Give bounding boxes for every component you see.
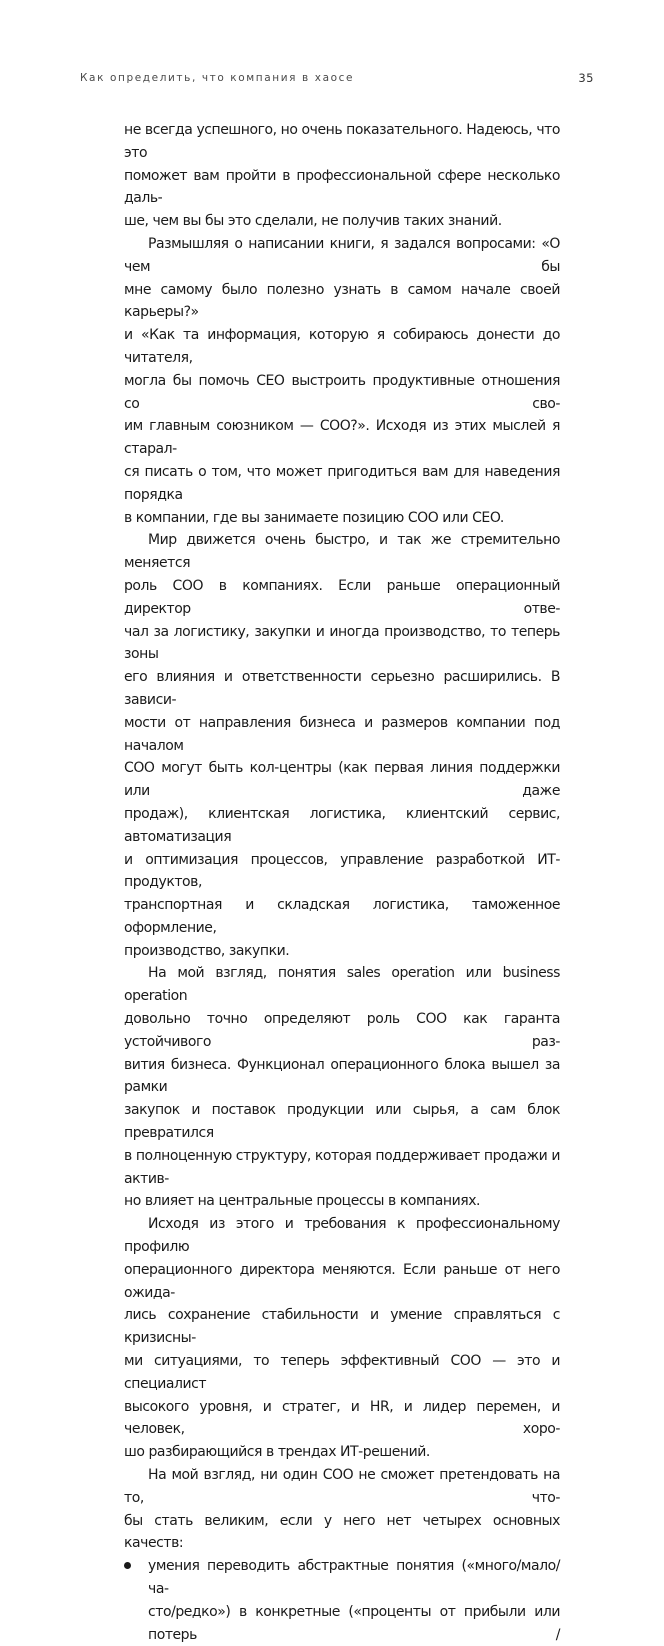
body-line: продаж), клиентская логистика, клиентский сервис, автоматизация: [124, 805, 560, 845]
body-line: бы стать великим, если у него нет четырех основных качеств:: [124, 1512, 560, 1552]
bullet-icon: [124, 1562, 131, 1569]
body-line: вития бизнеса. Функционал операционного блока вышел за рамки: [124, 1056, 560, 1096]
list-item-line: сто/редко») в конкретные («проценты от прибыли или потерь /: [148, 1603, 560, 1643]
list-item: [124, 1555, 560, 1646]
body-line: довольно точно определяют роль COO как гаранта устойчивого раз-: [124, 1011, 560, 1050]
body-line: его влияния и ответственности серьезно расширились. В зависи-: [124, 669, 560, 708]
body-line: операционного директора меняются. Если раньше от него ожида-: [124, 1261, 560, 1301]
body-line: транспортная и складская логистика, таможенное оформление,: [124, 897, 560, 936]
running-title: Как определить, что компания в хаосе: [80, 72, 355, 84]
body-line: На мой взгляд, понятия sales operation или business operation: [124, 965, 560, 1005]
body-line: Размышляя о написании книги, я задался вопросами: «О чем бы: [124, 235, 560, 275]
body-line: шо разбирающийся в трендах ИТ-решений.: [124, 1444, 430, 1461]
body-line: в полноценную структуру, которая поддерживает продажи и актив-: [124, 1147, 560, 1187]
body-line: производство, закупки.: [124, 942, 290, 959]
body-line: Исходя из этого и требования к профессиональному профилю: [124, 1216, 560, 1256]
body-line: ми ситуациями, то теперь эффективный COO — это и специалист: [124, 1353, 560, 1392]
body-line: ше, чем вы бы это сделали, не получив таких знаний.: [124, 213, 502, 230]
body-line: Мир движется очень быстро, и так же стремительно меняется: [124, 532, 560, 572]
body-line: и «Как та информация, которую я собираюсь донести до читателя,: [124, 327, 560, 366]
body-line: На мой взгляд, ни один COO не сможет претендовать на то, что-: [124, 1467, 560, 1506]
page-number: 35: [578, 71, 594, 85]
body-line: и оптимизация процессов, управление разработкой ИТ-продуктов,: [124, 851, 560, 891]
body-line: но влияет на центральные процессы в компаниях.: [124, 1193, 481, 1210]
list-item-line: умения переводить абстрактные понятия («много/мало/ча-: [148, 1558, 560, 1597]
body-line: чал за логистику, закупки и иногда производство, то теперь зоны: [124, 623, 560, 663]
body-line: роль COO в компаниях. Если раньше операционный директор отве-: [124, 577, 560, 617]
body-line: в компании, где вы занимаете позицию COO или CEO.: [124, 509, 504, 526]
body-line: ся писать о том, что может пригодиться вам для наведения порядка: [124, 463, 560, 503]
body-line: поможет вам пройти в профессиональной сфере несколько даль-: [124, 167, 560, 207]
body-line: могла бы помочь CEO выстроить продуктивные отношения со сво-: [124, 372, 560, 412]
body-line: мне самому было полезно узнать в самом начале своей карьеры?»: [124, 281, 560, 321]
body-line: мости от направления бизнеса и размеров компании под началом: [124, 714, 560, 754]
body-line: им главным союзником — COO?». Исходя из этих мыслей я старал-: [124, 418, 560, 458]
body-text: [124, 119, 560, 1646]
body-line: лись сохранение стабильности и умение справляться с кризисны-: [124, 1307, 560, 1347]
body-line: COO могут быть кол-центры (как первая линия поддержки или даже: [124, 760, 560, 800]
body-line: не всегда успешного, но очень показательного. Надеюсь, что это: [124, 122, 560, 161]
body-line: закупок и поставок продукции или сырья, а сам блок превратился: [124, 1102, 560, 1142]
body-line: высокого уровня, и стратег, и HR, и лидер перемен, и человек, хоро-: [124, 1398, 560, 1438]
